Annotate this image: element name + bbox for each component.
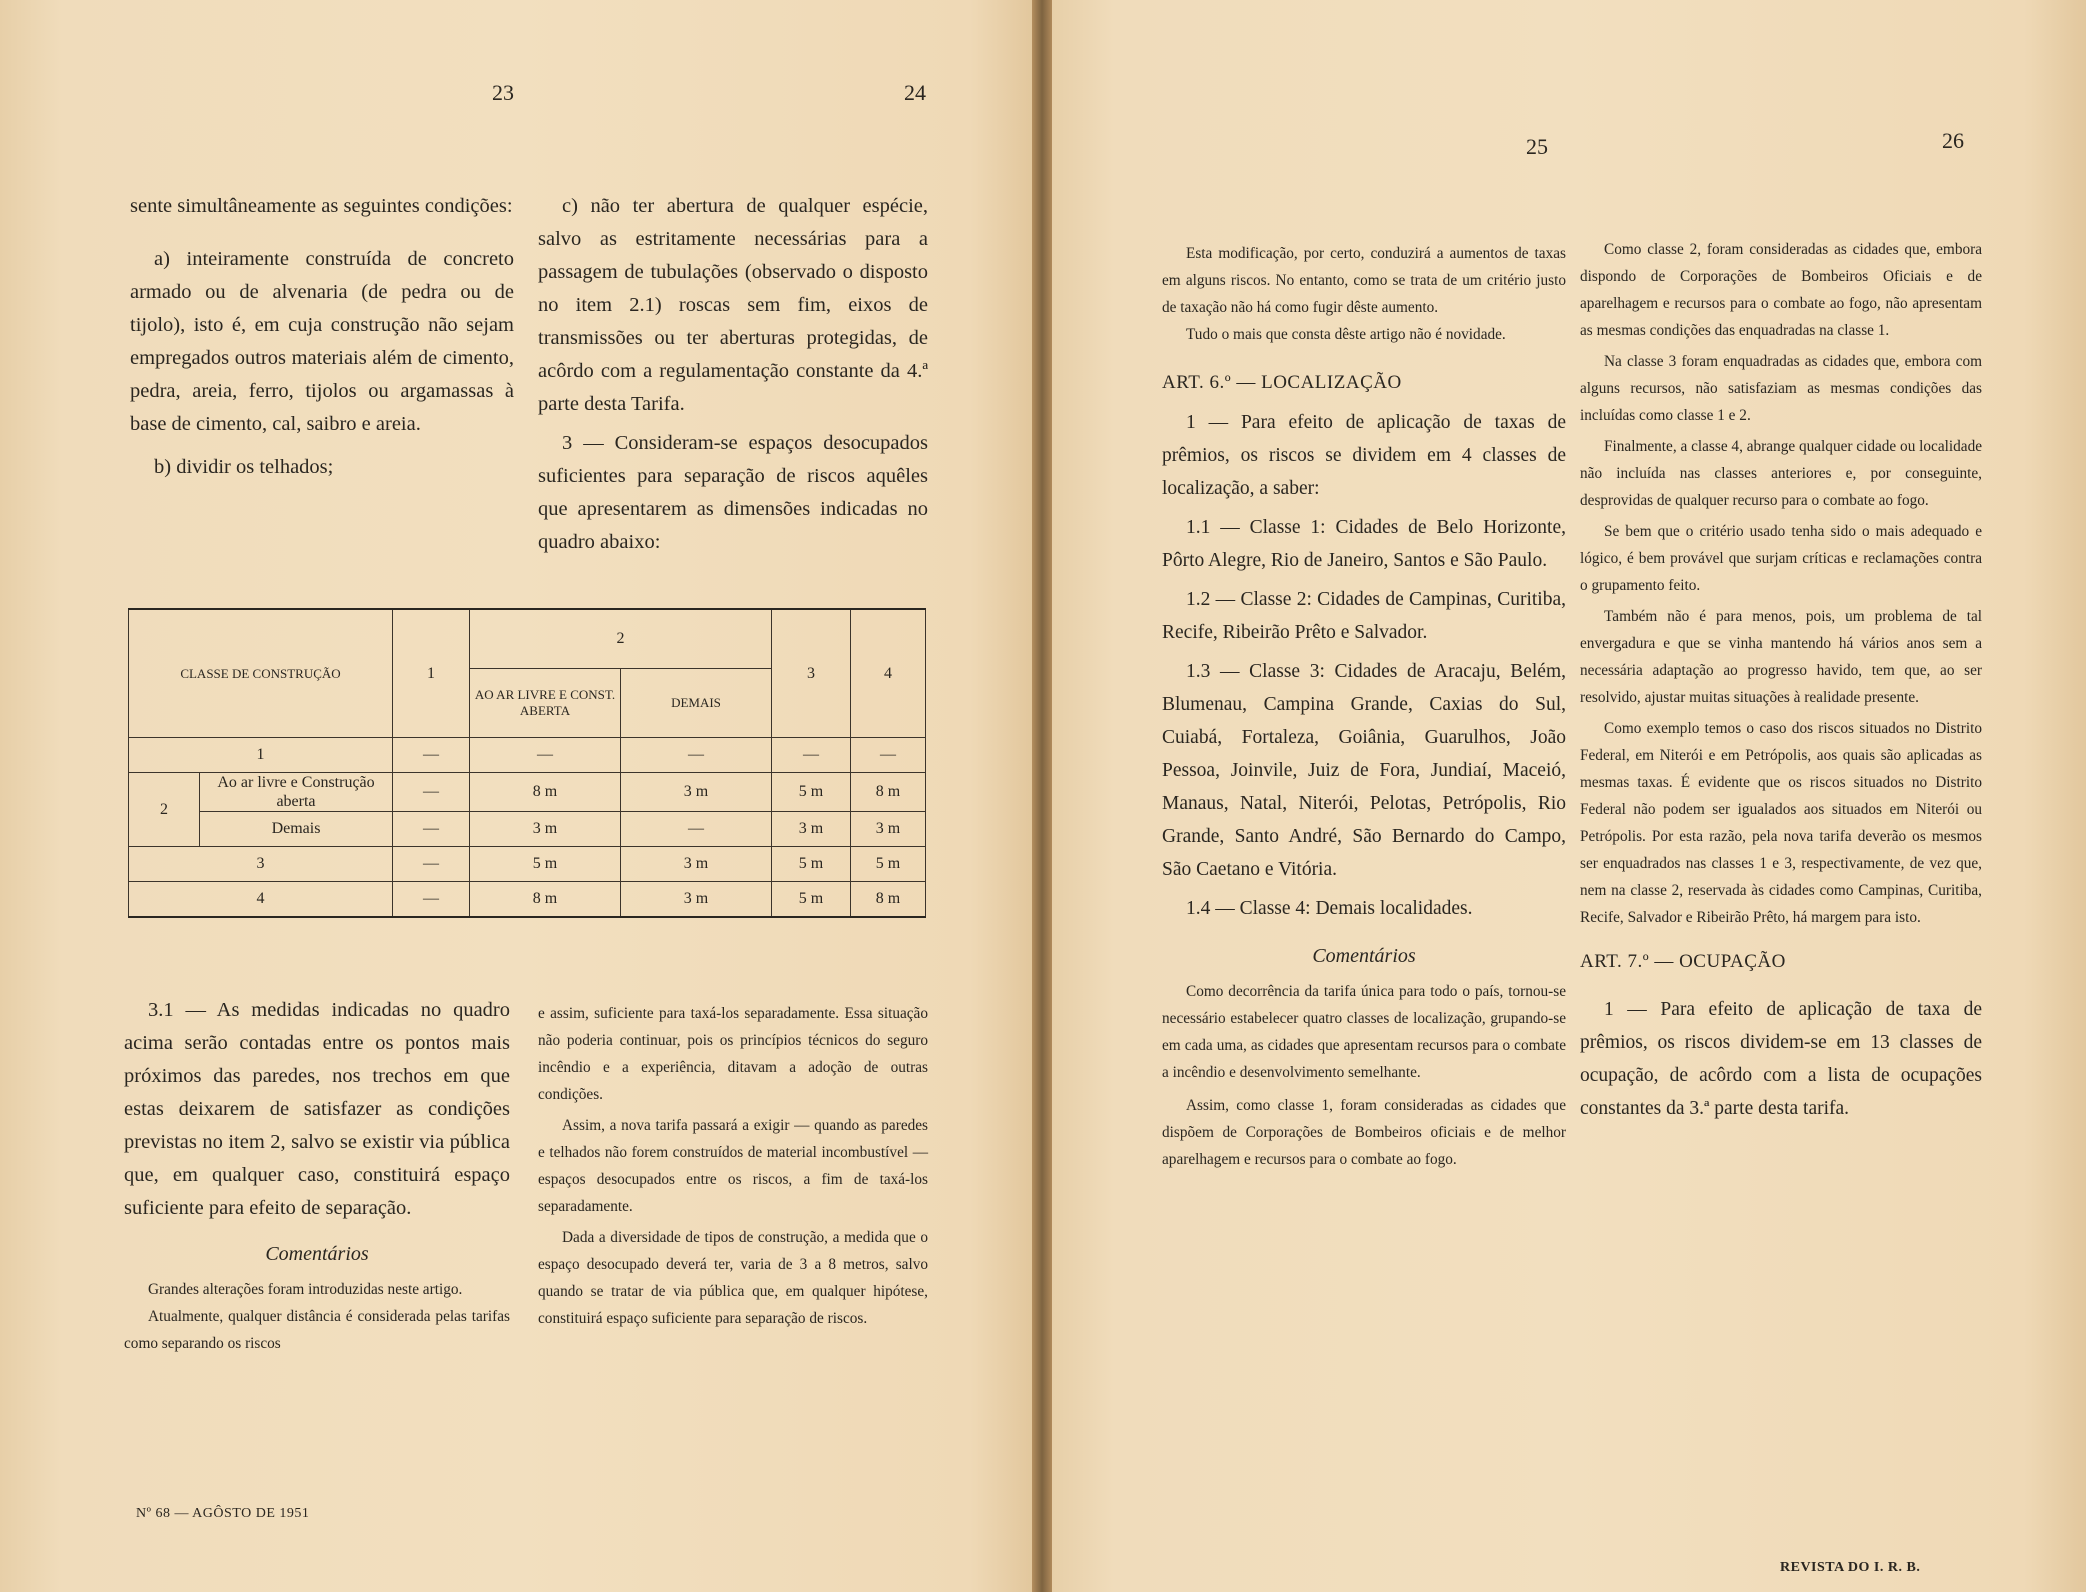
art6-body <box>1162 406 1566 925</box>
paragraph-c: c) não ter abertura de qualquer espécie, salvo as estritamente necessárias para a passagem de tubulações (observado o disposto no item 2.1) roscas sem fim, eixos de transmissões ou ter aberturas protegidas, de acôrdo com a regulamentação constante da 4.ª parte desta Tarifa. <box>538 195 928 415</box>
comment-paragraph: Também não é para menos, pois, um problema de tal envergadura e que se vinha mantendo há vários anos sem a necessária adaptação ao progresso havido, tem que, ao ser resolvido, ajustar muitas situações à realidade presente. <box>1580 608 1982 706</box>
comment-paragraph: Esta modificação, por certo, conduzirá a aumentos de taxas em alguns riscos. No entanto, como se trata de um critério justo de taxação não há como fugir dêste aumento. <box>1162 245 1566 316</box>
table-cell: 5 m <box>772 773 851 812</box>
right-column-2 <box>1580 236 1982 1144</box>
table-cell: 3 m <box>470 812 621 847</box>
table-row <box>129 847 926 882</box>
comentarios-heading: Comentários <box>1312 945 1416 967</box>
table-header-col1: 1 <box>393 609 470 738</box>
table-cell: Demais <box>200 812 393 847</box>
page-number-24: 24 <box>904 80 926 105</box>
comment-paragraph: Assim, como classe 1, foram consideradas as cidades que dispõem de Corporações de Bombeiros oficiais e de melhor aparelhagem e recursos para o combate ao fogo. <box>1162 1097 1566 1168</box>
table-row <box>129 812 926 847</box>
table-cell: 3 m <box>772 812 851 847</box>
table-cell: — <box>851 738 926 773</box>
table-cell: 8 m <box>851 773 926 812</box>
table-row <box>129 882 926 918</box>
table-cell: — <box>393 882 470 918</box>
table-cell: 3 <box>129 847 393 882</box>
table-cell: — <box>621 738 772 773</box>
table-header-col4: 4 <box>851 609 926 738</box>
article-paragraph: 1 — Para efeito de aplicação de taxas de prêmios, os riscos se dividem em 4 classes de localização, a saber: <box>1162 412 1566 499</box>
table-row <box>129 773 926 812</box>
table-cell: 1 <box>129 738 393 773</box>
table-cell: 3 m <box>621 882 772 918</box>
comment-paragraph: Como exemplo temos o caso dos riscos situados no Distrito Federal, em Niterói e em Petrópolis, aos quais são aplicadas as mesmas taxas. É evidente que os riscos situados no Distrito Federal não podem ser igualados aos situados em Niterói ou Petrópolis. Por esta razão, pela nova tarifa deverão os mesmos ser enquadrados nas classes 1 e 3, respectivamente, de vez que, nem na classe 2, reservada às cidades como Campinas, Curitiba, Recife, Salvador e Ribeirão Prêto, há margem para isto. <box>1580 720 1982 926</box>
comment-paragraph: Atualmente, qualquer distância é considerada pelas tarifas como separando os riscos <box>124 1308 510 1352</box>
page-number-26: 26 <box>1942 128 1964 153</box>
left-column-1-top <box>130 190 514 484</box>
paragraph-3: 3 — Consideram-se espaços desocupados suficientes para separação de riscos aquêles que apresentarem as dimensões indicadas no quadro abaixo: <box>538 432 928 553</box>
comment-paragraph: Dada a diversidade de tipos de construção, a medida que o espaço desocupado deverá ter, varia de 3 a 8 metros, salvo quando se tratar de via pública que, em qualquer hipótese, constituirá espaço suficiente para separação de riscos. <box>538 1229 928 1327</box>
paragraph-3-1: 3.1 — As medidas indicadas no quadro acima serão contadas entre os pontos mais próximos das paredes, nos trechos em que estas deixarem de satisfazer as condições previstas no item 2, salvo se existir via pública que, em qualquer caso, constituirá espaço suficiente para efeito de separação. <box>124 999 510 1219</box>
article-paragraph: 1.2 — Classe 2: Cidades de Campinas, Curitiba, Recife, Ribeirão Prêto e Salvador. <box>1162 589 1566 643</box>
right-column-1 <box>1162 240 1566 1173</box>
paragraph-a: a) inteiramente construída de concreto armado ou de alvenaria (de pedra ou de tijolo), isto é, em cuja construção não sejam empregados outros materiais além de cimento, pedra, areia, ferro, tijolos ou argamassas à base de cimento, cal, saibro e areia. <box>130 248 514 435</box>
table-cell: 8 m <box>470 773 621 812</box>
table-cell: 5 m <box>772 847 851 882</box>
table-cell: 3 m <box>851 812 926 847</box>
table-header-col2: 2 <box>470 609 772 669</box>
table-cell: 4 <box>129 882 393 918</box>
left-column-2-bottom <box>538 1000 928 1332</box>
table-cell: — <box>393 847 470 882</box>
table-cell: 5 m <box>851 847 926 882</box>
table-cell: — <box>470 738 621 773</box>
art7-heading: ART. 7.º — OCUPAÇÃO <box>1580 951 1786 972</box>
paragraph-b: b) dividir os telhados; <box>154 456 334 478</box>
comment-paragraph: e assim, suficiente para taxá-los separadamente. Essa situação não poderia continuar, pois os princípios técnicos do seguro incêndio e a experiência, ditavam a adoção de outras condições. <box>538 1005 928 1103</box>
comment-paragraph: Grandes alterações foram introduzidas neste artigo. <box>148 1281 463 1298</box>
comment-block-bottom <box>1162 978 1566 1173</box>
table-cell: 8 m <box>851 882 926 918</box>
table-subheader-demais: DEMAIS <box>621 669 772 738</box>
table-cell: — <box>393 773 470 812</box>
footer-journal-name: REVISTA DO I. R. B. <box>1780 1560 1921 1575</box>
table-cell: 3 m <box>621 847 772 882</box>
table-cell: 2 <box>129 773 200 847</box>
table-header-col3: 3 <box>772 609 851 738</box>
comment-paragraph: Se bem que o critério usado tenha sido o mais adequado e lógico, é bem provável que surjam críticas e reclamações contra o grupamento feito. <box>1580 523 1982 594</box>
comment-paragraph: Tudo o mais que consta dêste artigo não é novidade. <box>1186 326 1506 343</box>
comment-paragraph: Como decorrência da tarifa única para todo o país, tornou-se necessário estabelecer quatro classes de localização, grupando-se em cada uma, as cidades que apresentam recursos para o combate a incêndio e desenvolvimento semelhante. <box>1162 983 1566 1081</box>
table-cell: 3 m <box>621 773 772 812</box>
table-cell: Ao ar livre e Construção aberta <box>200 773 393 812</box>
table-cell: — <box>393 812 470 847</box>
paragraph: sente simultâneamente as seguintes condições: <box>130 195 513 217</box>
comment-paragraph: Assim, a nova tarifa passará a exigir — quando as paredes e telhados não forem construídos de material incombustível — espaços desocupados entre os riscos, a fim de taxá-los separadamente. <box>538 1117 928 1215</box>
table-cell: — <box>393 738 470 773</box>
comment-paragraph: Como classe 2, foram consideradas as cidades que, embora dispondo de Corporações de Bombeiros Oficiais e de aparelhagem e recursos para o combate ao fogo, não apresentam as mesmas condições das enquadradas na classe 1. <box>1580 241 1982 339</box>
table-subheader-open-air: AO AR LIVRE E CONST. ABERTA <box>470 669 621 738</box>
comment-block-top <box>1162 240 1566 348</box>
page-number-23: 23 <box>492 80 514 105</box>
article-paragraph: 1.1 — Classe 1: Cidades de Belo Horizonte, Pôrto Alegre, Rio de Janeiro, Santos e São Paulo. <box>1162 517 1566 571</box>
art6-heading: ART. 6.º — LOCALIZAÇÃO <box>1162 372 1402 393</box>
table-cell: 5 m <box>772 882 851 918</box>
separation-distance-table <box>128 608 926 918</box>
table-cell: — <box>772 738 851 773</box>
page-number-25: 25 <box>1526 134 1548 159</box>
article-paragraph: 1.4 — Classe 4: Demais localidades. <box>1186 898 1473 919</box>
table-header-class: CLASSE DE CONSTRUÇÃO <box>129 609 393 738</box>
table-cell: 8 m <box>470 882 621 918</box>
left-column-2-top <box>538 190 928 559</box>
footer-issue-date: Nº 68 — AGÔSTO DE 1951 <box>136 1506 310 1521</box>
article-paragraph: 1 — Para efeito de aplicação de taxa de prêmios, os riscos dividem-se em 13 classes de ocupação, de acôrdo com a lista de ocupações constantes da 3.ª parte desta tarifa. <box>1580 998 1982 1119</box>
left-column-1-bottom <box>124 994 510 1357</box>
left-page <box>0 0 1032 1592</box>
comment-paragraph: Finalmente, a classe 4, abrange qualquer cidade ou localidade não incluída nas classes anteriores e, por conseguinte, desprovidas de qualquer recurso para o combate ao fogo. <box>1580 438 1983 509</box>
table-cell: 5 m <box>470 847 621 882</box>
right-page <box>1052 0 2086 1592</box>
table-row <box>129 738 926 773</box>
comment-paragraph: Na classe 3 foram enquadradas as cidades que, embora com alguns recursos, não satisfaziam as mesmas condições das incluídas como classe 1 e 2. <box>1580 353 1982 424</box>
article-paragraph: 1.3 — Classe 3: Cidades de Aracaju, Belém, Blumenau, Campina Grande, Caxias do Sul, Cuiabá, Fortaleza, Goiânia, Guarulhos, João Pessoa, Joinvile, Juiz de Fora, Jundiaí, Maceió, Manaus, Natal, Niterói, Pelotas, Petrópolis, Rio Grande, Santo André, São Bernardo do Campo, São Caetano e Vitória. <box>1162 661 1566 880</box>
comentarios-heading: Comentários <box>265 1243 369 1265</box>
comment-block <box>1580 236 1982 931</box>
table-cell: — <box>621 812 772 847</box>
book-gutter <box>1032 0 1052 1592</box>
